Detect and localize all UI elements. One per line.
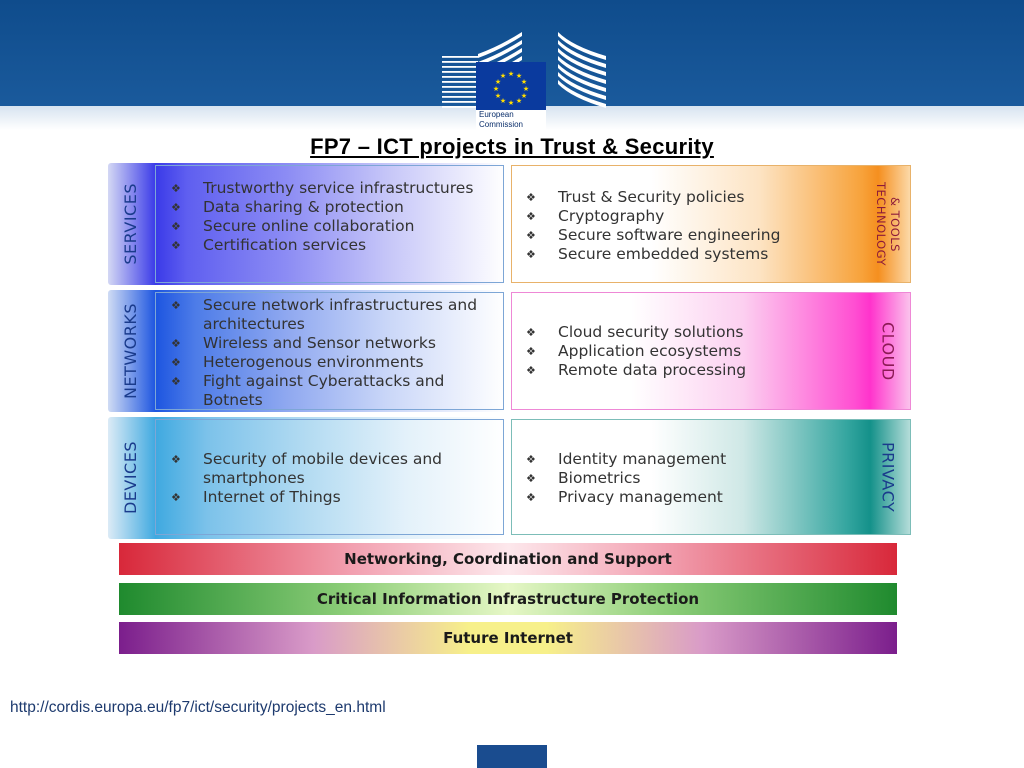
svg-text:★: ★ [499,97,507,105]
list-item: ❖ Secure online collaboration [163,217,493,236]
list-item: ❖ Wireless and Sensor networks [163,334,493,353]
services-list [163,179,493,255]
page-title: FP7 – ICT projects in Trust & Security [310,134,714,159]
list-item: ❖ Trust & Security policies [518,188,858,207]
technology-tools-list [518,188,858,264]
future-internet-bar [119,622,897,654]
list-item: ❖ Secure network infrastructures and architectures [163,296,493,334]
cloud-list [518,323,858,380]
technology-tools-label-1: TECHNOLOGY [874,181,888,267]
list-item: ❖ Security of mobile devices and smartphones [163,450,493,488]
svg-text:★: ★ [515,72,523,80]
networks-label-col [108,290,152,412]
devices-list [163,450,493,507]
networks-list [163,296,493,410]
svg-text:★: ★ [507,99,515,107]
list-item: ❖ Fight against Cyberattacks and Botnets [163,372,493,410]
privacy-list [518,450,858,507]
list-item: ❖ Privacy management [518,488,858,507]
list-item: ❖ Identity management [518,450,858,469]
devices-label-col [108,417,152,539]
footer-square [477,745,547,768]
services-label: SERVICES [120,183,140,265]
list-item: ❖ Remote data processing [518,361,858,380]
eu-flag-icon [476,62,546,110]
svg-text:★: ★ [515,97,523,105]
list-item: ❖ Certification services [163,236,493,255]
svg-text:★: ★ [520,78,528,86]
list-item: ❖ Data sharing & protection [163,198,493,217]
privacy-label: PRIVACY [878,441,898,513]
cloud-label-col [866,292,910,410]
networking-coordination-bar [119,543,897,575]
list-item: ❖ Secure embedded systems [518,245,858,264]
privacy-label-col [866,419,910,535]
list-item: ❖ Internet of Things [163,488,493,507]
svg-text:★: ★ [494,92,502,100]
svg-text:★: ★ [492,85,500,93]
technology-tools-label-col [866,165,910,283]
logo-text [476,110,546,130]
svg-text:★: ★ [507,70,515,78]
svg-text:★: ★ [522,85,530,93]
list-item: ❖ Secure software engineering [518,226,858,245]
ciip-bar [119,583,897,615]
services-label-col [108,163,152,285]
svg-text:★: ★ [494,78,502,86]
bar-label: Networking, Coordination and Support [344,550,672,568]
bar-label: Future Internet [443,629,573,647]
networks-label: NETWORKS [120,302,140,400]
list-item: ❖ Heterogenous environments [163,353,493,372]
svg-text:★: ★ [499,72,507,80]
devices-label: DEVICES [120,441,140,515]
logo-line-1: European [479,110,514,119]
logo-line-2: Commission [479,120,524,129]
technology-tools-label-2: & TOOLS [888,196,902,252]
cloud-label: CLOUD [878,321,898,381]
list-item: ❖ Trustworthy service infrastructures [163,179,493,198]
svg-text:★: ★ [520,92,528,100]
list-item: ❖ Application ecosystems [518,342,858,361]
source-link[interactable]: http://cordis.europa.eu/fp7/ict/security/projects_en.html [10,699,386,716]
list-item: ❖ Cryptography [518,207,858,226]
list-item: ❖ Biometrics [518,469,858,488]
list-item: ❖ Cloud security solutions [518,323,858,342]
bar-label: Critical Information Infrastructure Protection [316,590,700,608]
